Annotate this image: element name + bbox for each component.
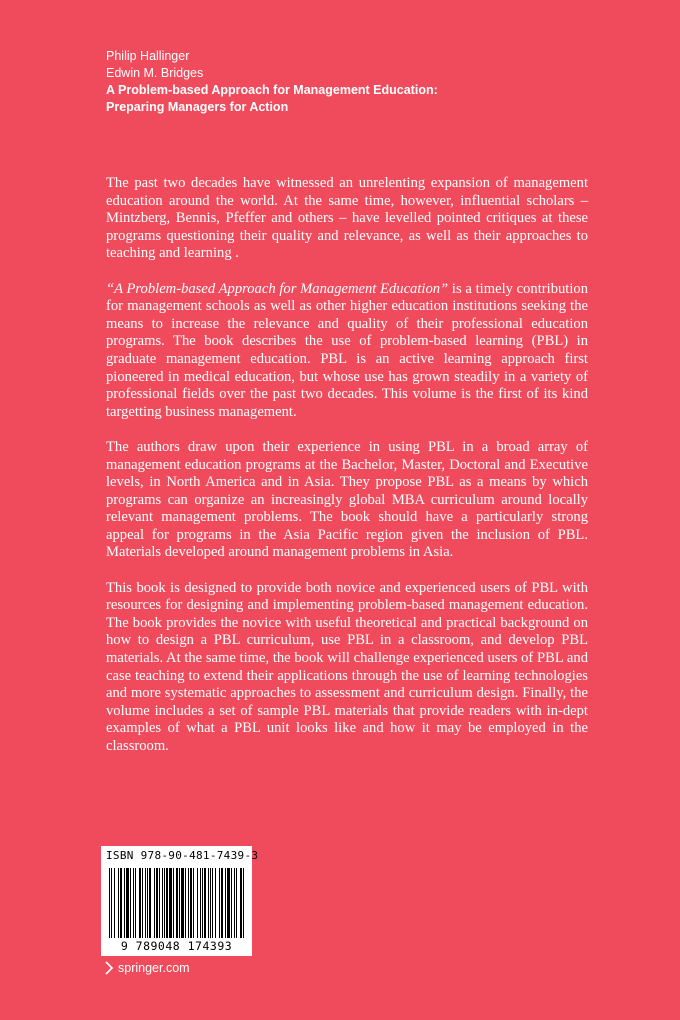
barcode-bar xyxy=(179,868,180,938)
book-title-line: A Problem-based Approach for Management Education: xyxy=(106,83,438,97)
barcode-bar xyxy=(193,868,194,938)
blurb-text xyxy=(106,175,588,773)
barcode-bar xyxy=(210,868,211,938)
barcode-bar xyxy=(130,868,131,938)
barcode-bar xyxy=(147,868,148,938)
book-subtitle-line: Preparing Managers for Action xyxy=(106,100,289,114)
publisher-url: springer.com xyxy=(118,961,190,975)
isbn-barcode xyxy=(101,846,259,956)
barcode-bar xyxy=(173,868,174,938)
barcode-bar xyxy=(149,868,151,938)
barcode-bar xyxy=(124,868,125,938)
barcode-bar xyxy=(190,868,192,938)
book-title-quote: “A Problem-based Approach for Management Education” xyxy=(106,280,449,297)
barcode-bar xyxy=(159,868,160,938)
barcode-bar xyxy=(133,868,134,938)
barcode-bar xyxy=(240,868,242,938)
barcode-bar xyxy=(197,868,198,938)
blurb-paragraph: The authors draw upon their experience in using PBL in a broad array of management education programs at the Bachelor, Master, Doctoral and Executive levels, in North America and in Asia. They propose PBL as a means by which programs can organize an increasingly global MBA curriculum around locally relevant management problems. The book should have a particularly strong appeal for programs in the Asia Pacific region given the inclusion of PBL. Materials developed around management problems in Asia. xyxy=(106,438,588,561)
barcode-bar xyxy=(118,868,119,938)
chevron-right-icon xyxy=(104,961,114,975)
barcode-bar xyxy=(120,868,122,938)
cover-header xyxy=(106,48,438,116)
barcode-bar xyxy=(181,868,184,938)
barcode-bar xyxy=(221,868,223,938)
barcode-bar xyxy=(126,868,129,938)
barcode-bar xyxy=(231,868,232,938)
barcode-bar xyxy=(243,868,244,938)
blurb-paragraph: The past two decades have witnessed an unrelenting expansion of management education around the world. At the same time, however, influential scholars – Mintzberg, Bennis, Pfeffer and others – have levelled pointed critiques at these programs questioning their quality and relevance, as well as their approaches to teaching and learning . xyxy=(106,175,588,262)
blurb-paragraph xyxy=(106,281,588,422)
barcode-bar xyxy=(114,868,115,938)
author-name: Edwin M. Bridges xyxy=(106,66,204,80)
blurb-paragraph: This book is designed to provide both novice and experienced users of PBL with resources for designing and implementing problem-based management education. The book provides the novice with useful theoretical and practical background on how to design a PBL curriculum, use PBL in a classroom, and develop PBL materials. At the same time, the book will challenge experienced users of PBL and case teaching to extend their applications through the use of learning technologies and more systematic approaches to assessment and curriculum design. Finally, the volume includes a set of sample PBL materials that provide readers with in-dept examples of what a PBL unit looks like and how it may be employed in the classroom. xyxy=(106,579,588,754)
barcode-bar xyxy=(215,868,216,938)
barcode-bar xyxy=(162,868,163,938)
barcode-bar xyxy=(219,868,220,938)
barcode-bar xyxy=(154,868,155,938)
barcode-bar xyxy=(234,868,235,938)
barcode-bar xyxy=(164,868,165,938)
barcode-bar xyxy=(225,868,226,938)
barcode-bar xyxy=(176,868,178,938)
barcode-bar xyxy=(166,868,168,938)
barcode-bar xyxy=(188,868,189,938)
barcode-bar xyxy=(185,868,186,938)
isbn-label: ISBN 978-90-481-7439-3 xyxy=(106,849,259,862)
barcode-bar xyxy=(208,868,209,938)
barcode-bar xyxy=(139,868,141,938)
barcode-bar xyxy=(169,868,172,938)
barcode-bar xyxy=(145,868,146,938)
blurb-paragraph-text: is a timely contribution for management schools as well as other higher education institutions seeking the means to increase the relevance and quality of their professional education programs. The book describes the use of problem-based learning (PBL) in graduate management education. PBL is an active learning approach first pioneered in medical education, but whose use has grown steadily in a variety of professional fields over the past two decades. This volume is the first of its kind targetting business management. xyxy=(106,280,588,420)
barcode-bar xyxy=(204,868,206,938)
barcode-bar xyxy=(135,868,136,938)
barcode-bar xyxy=(111,868,112,938)
ean-digits: 9 789048 174393 xyxy=(120,939,233,953)
barcode-bar xyxy=(200,868,201,938)
barcode-bar xyxy=(212,868,213,938)
barcode-bar xyxy=(202,868,203,938)
publisher-link[interactable] xyxy=(104,961,190,975)
barcode-bar xyxy=(109,868,110,938)
barcode-bar xyxy=(227,868,230,938)
barcode-bar xyxy=(142,868,143,938)
barcode-bar xyxy=(156,868,158,938)
barcode-bars xyxy=(109,868,245,938)
author-name: Philip Hallinger xyxy=(106,49,190,63)
barcode-bar xyxy=(236,868,237,938)
